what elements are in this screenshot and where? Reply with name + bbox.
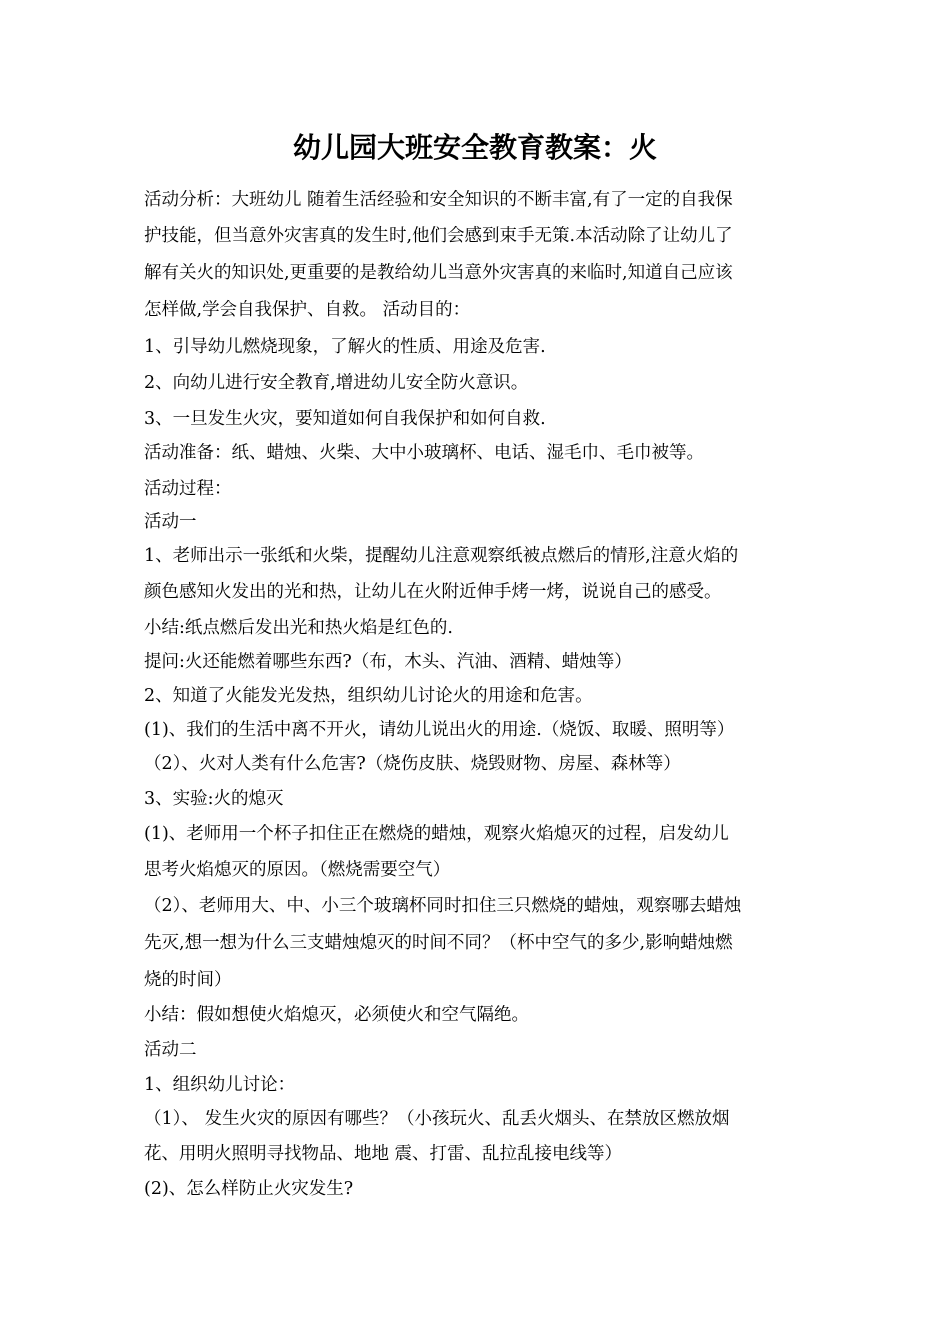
text-line: 先灭,想一想为什么三支蜡烛熄灭的时间不同？（杯中空气的多少,影响蜡烛燃: [144, 933, 733, 953]
document-title: 幼儿园大班安全教育教案：火: [292, 131, 657, 164]
text-line: 花、用明火照明寻找物品、地地 震、打雷、乱拉乱接电线等）: [144, 1144, 623, 1164]
text-line: 活动分析：大班幼儿 随着生活经验和安全知识的不断丰富,有了一定的自我保: [144, 190, 733, 210]
text-line: (1)、老师用一个杯子扣住正在燃烧的蜡烛，观察火焰熄灭的过程，启发幼儿: [144, 824, 729, 844]
text-line: (1)、我们的生活中离不开火，请幼儿说出火的用途.（烧饭、取暖、照明等）: [144, 720, 735, 740]
text-line: 1、引导幼儿燃烧现象，了解火的性质、用途及危害.: [144, 337, 546, 357]
text-line: 活动一: [144, 512, 197, 532]
text-line: （2）、老师用大、中、小三个玻璃杯同时扣住三只燃烧的蜡烛，观察哪去蜡烛: [144, 896, 742, 916]
text-line: 解有关火的知识处,更重要的是教给幼儿当意外灾害真的来临时,知道自己应该: [144, 263, 733, 283]
text-line: 2、向幼儿进行安全教育,增进幼儿安全防火意识。: [144, 373, 529, 393]
text-line: 活动二: [144, 1040, 197, 1060]
text-line: 颜色感知火发出的光和热，让幼儿在火附近伸手烤一烤，说说自己的感受。: [144, 582, 722, 602]
text-line: 小结:纸点燃后发出光和热火焰是红色的.: [144, 618, 453, 638]
text-line: 怎样做,学会自我保护、自救。 活动目的：: [144, 300, 471, 320]
text-line: 思考火焰熄灭的原因。（燃烧需要空气）: [144, 860, 451, 880]
text-line: 3、实验:火的熄灭: [144, 789, 284, 809]
text-line: 活动过程：: [144, 479, 232, 499]
text-line: （2）、火对人类有什么危害?（烧伤皮肤、烧毁财物、房屋、森林等）: [144, 754, 681, 774]
text-line: (2)、怎么样防止火灾发生?: [144, 1179, 354, 1199]
text-line: 护技能，但当意外灾害真的发生时,他们会感到束手无策.本活动除了让幼儿了: [144, 226, 733, 246]
text-line: 2、知道了火能发光发热，组织幼儿讨论火的用途和危害。: [144, 686, 593, 706]
text-line: 提问:火还能燃着哪些东西?（布，木头、汽油、酒精、蜡烛等）: [144, 652, 632, 672]
text-line: 活动准备：纸、蜡烛、火柴、大中小玻璃杯、电话、湿毛巾、毛巾被等。: [144, 443, 704, 463]
text-line: 烧的时间）: [144, 970, 232, 990]
text-line: （1）、 发生火灾的原因有哪些？（小孩玩火、乱丢火烟头、在禁放区燃放烟: [144, 1109, 730, 1129]
text-line: 小结：假如想使火焰熄灭，必须使火和空气隔绝。: [144, 1005, 529, 1025]
text-line: 1、老师出示一张纸和火柴，提醒幼儿注意观察纸被点燃后的情形,注意火焰的: [144, 546, 739, 566]
text-line: 3、一旦发生火灾，要知道如何自我保护和如何自救.: [144, 409, 546, 429]
text-line: 1、组织幼儿讨论：: [144, 1075, 296, 1095]
